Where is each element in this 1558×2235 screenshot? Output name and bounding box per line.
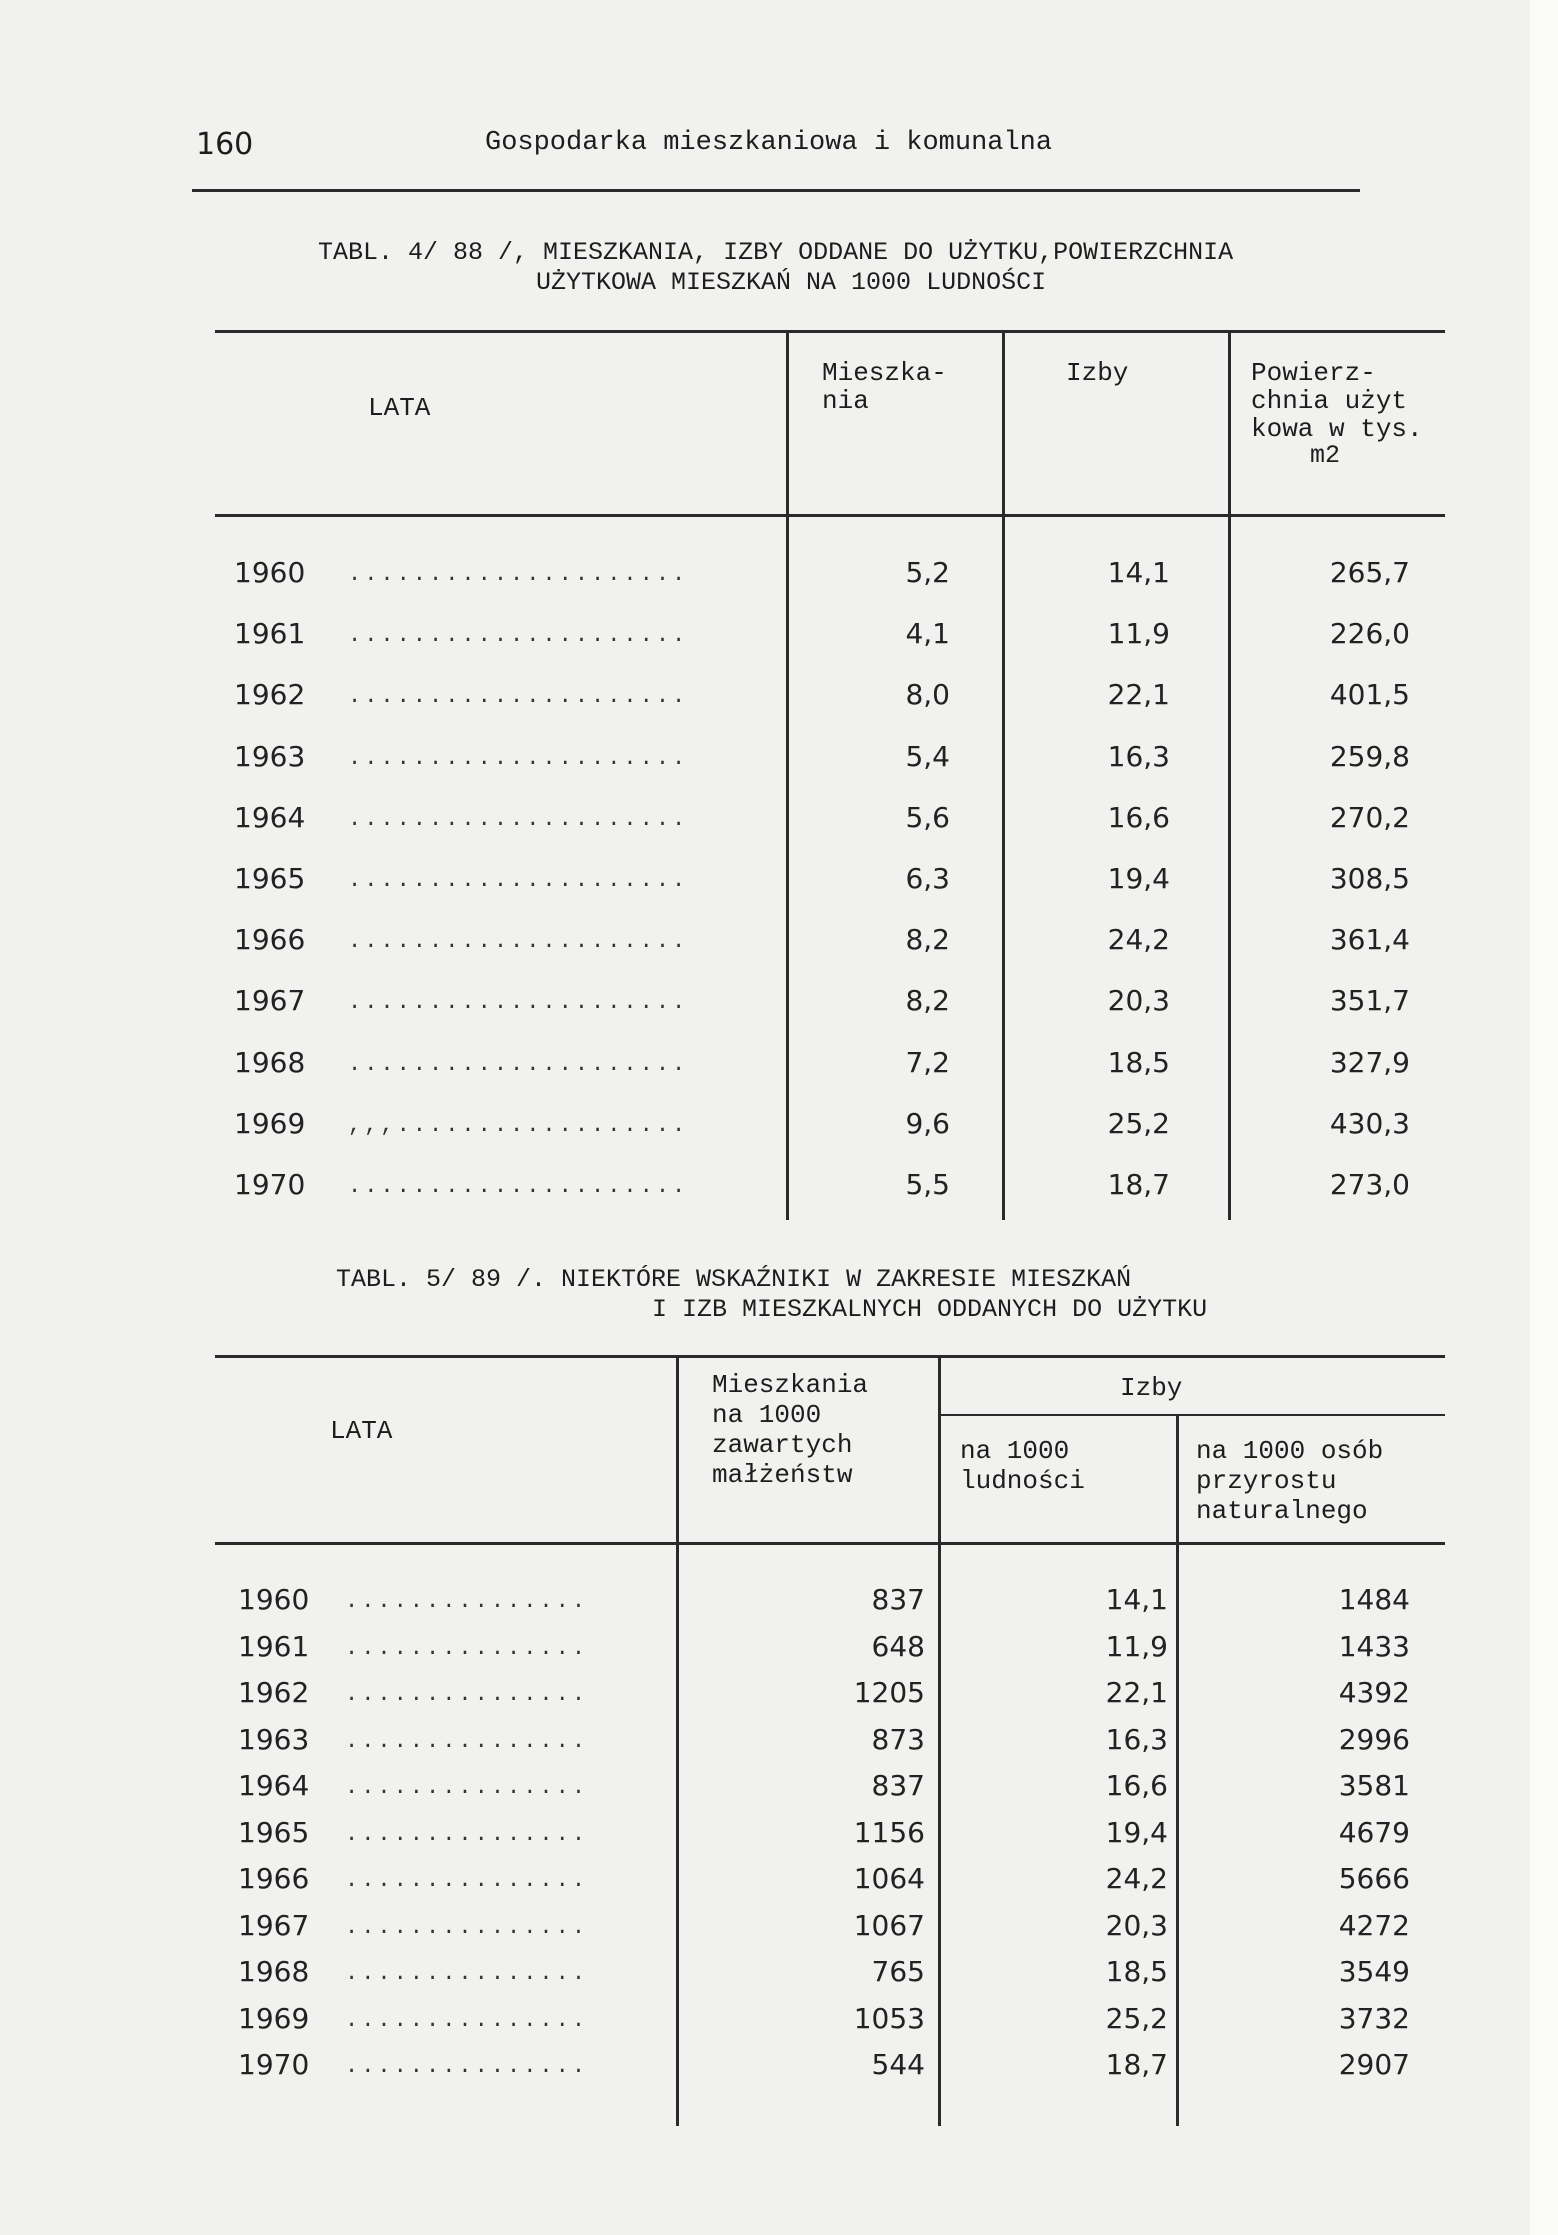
table4-divider-1 [786, 331, 789, 1220]
table5-year: 1964 [238, 1769, 310, 1802]
table5-year: 1962 [238, 1676, 310, 1709]
table5-year: 1967 [238, 1908, 310, 1942]
page-edge [1530, 0, 1558, 2235]
table5-leader-dots: ............... [345, 1961, 589, 1986]
table4-mieszkania-value: 5,4 [905, 739, 950, 773]
table5-ludnosci-value: 24,2 [1105, 1862, 1168, 1895]
table5-mieszkania-value: 837 [871, 1769, 925, 1802]
table4-izby-value: 18,5 [1107, 1045, 1170, 1079]
table5-osob-value: 4392 [1338, 1676, 1410, 1709]
header-rule [192, 189, 1360, 192]
table4-mieszkania-value: 7,2 [905, 1045, 950, 1079]
table4-leader-dots: ..................... [348, 929, 689, 955]
table5-leader-dots: ............... [345, 1914, 589, 1940]
table5-header-mieszkania-1: Mieszkania [712, 1370, 869, 1400]
table4-powierzchnia-value: 351,7 [1329, 984, 1410, 1018]
table4-leader-dots: ..................... [348, 990, 689, 1016]
table4-header-powierzchnia-1: Powierz- [1251, 358, 1376, 388]
table5-mieszkania-value: 1064 [853, 1862, 925, 1895]
table4-izby-value: 24,2 [1107, 923, 1170, 957]
table4-mieszkania-value: 5,5 [905, 1168, 950, 1201]
table4-year: 1960 [234, 556, 306, 589]
table5-osob-value: 3549 [1338, 1955, 1410, 1988]
page-number: 160 [196, 127, 254, 162]
table4-powierzchnia-value: 259,8 [1329, 739, 1410, 773]
table4-year: 1969 [234, 1106, 306, 1140]
table4-divider-2 [1002, 331, 1005, 1220]
table5-osob-value: 4679 [1338, 1815, 1410, 1849]
table4-leader-dots: ..................... [348, 745, 689, 771]
table5-divider-3 [1176, 1416, 1179, 2126]
table4-caption-line2: UŻYTKOWA MIESZKAŃ NA 1000 LUDNOŚCI [536, 268, 1047, 297]
table4-header-izby: Izby [1066, 358, 1129, 388]
table4-mieszkania-value: 5,2 [905, 556, 950, 589]
table4-leader-dots: ..................... [348, 623, 689, 649]
table4-header-powierzchnia-3: kowa w tys. [1251, 414, 1423, 444]
table5-header-mieszkania-2: na 1000 [712, 1400, 822, 1430]
table4-izby-value: 25,2 [1107, 1106, 1170, 1140]
table4-powierzchnia-value: 226,0 [1329, 617, 1410, 651]
table5-year: 1960 [238, 1583, 310, 1616]
table4-caption-line1: TABL. 4/ 88 /, MIESZKANIA, IZBY ODDANE DO UŻYTKU,POWIERZCHNIA [318, 238, 1234, 267]
table5-leader-dots: ............... [345, 1682, 589, 1707]
table4-year: 1965 [234, 862, 306, 895]
table5-mieszkania-value: 837 [871, 1583, 925, 1616]
table4-mieszkania-value: 8,2 [905, 984, 950, 1018]
table4-divider-3 [1228, 331, 1231, 1220]
table5-osob-value: 2996 [1338, 1722, 1410, 1756]
table4-header-powierzchnia-4: m2 [1310, 441, 1341, 470]
table4-top-rule [215, 330, 1445, 333]
table5-leader-dots: ............... [345, 2007, 589, 2033]
table4-izby-value: 16,6 [1107, 800, 1170, 834]
table5-ludnosci-value: 14,1 [1105, 1583, 1168, 1616]
table5-header-mieszkania-3: zawartych [712, 1430, 853, 1460]
table4-powierzchnia-value: 430,3 [1329, 1106, 1410, 1140]
table4-mieszkania-value: 5,6 [905, 800, 950, 834]
table5-top-rule [215, 1355, 1445, 1358]
table5-mieszkania-value: 873 [871, 1722, 925, 1756]
table5-mieszkania-value: 1156 [853, 1815, 925, 1849]
table5-leader-dots: ............... [345, 1635, 589, 1661]
table4-izby-value: 22,1 [1107, 678, 1170, 712]
table4-leader-dots: ..................... [348, 1051, 689, 1077]
table5-ludnosci-value: 18,5 [1105, 1955, 1168, 1988]
table4-izby-value: 20,3 [1107, 984, 1170, 1018]
table5-ludnosci-value: 16,6 [1105, 1769, 1168, 1802]
table5-mieszkania-value: 544 [871, 2048, 925, 2081]
table5-osob-value: 3732 [1338, 2001, 1410, 2035]
table5-ludnosci-value: 20,3 [1105, 1908, 1168, 1942]
table4-year: 1964 [234, 800, 306, 834]
table5-year: 1966 [238, 1862, 310, 1895]
table5-year: 1968 [238, 1955, 310, 1988]
table4-powierzchnia-value: 327,9 [1329, 1045, 1410, 1079]
table4-leader-dots: ..................... [348, 806, 689, 832]
table5-mieszkania-value: 765 [871, 1955, 925, 1988]
running-head: Gospodarka mieszkaniowa i komunalna [485, 128, 1053, 158]
table4-mieszkania-value: 6,3 [905, 862, 950, 895]
table4-year: 1967 [234, 984, 306, 1018]
table4-powierzchnia-value: 270,2 [1329, 800, 1410, 834]
table4-mieszkania-value: 8,0 [905, 678, 950, 712]
table5-osob-value: 1433 [1338, 1629, 1410, 1663]
table4-izby-value: 16,3 [1107, 739, 1170, 773]
table4-izby-value: 18,7 [1107, 1168, 1170, 1201]
table5-caption-line2: I IZB MIESZKALNYCH ODDANYCH DO UŻYTKU [652, 1295, 1208, 1324]
table4-mieszkania-value: 9,6 [905, 1106, 950, 1140]
table5-leader-dots: ............... [345, 1868, 589, 1893]
table4-year: 1963 [234, 739, 306, 773]
table4-year: 1970 [234, 1168, 306, 1201]
table4-powierzchnia-value: 308,5 [1329, 862, 1410, 895]
table5-ludnosci-value: 19,4 [1105, 1815, 1168, 1849]
table5-ludnosci-value: 22,1 [1105, 1676, 1168, 1709]
table5-ludnosci-value: 16,3 [1105, 1722, 1168, 1756]
table5-year: 1963 [238, 1722, 310, 1756]
table5-divider-1 [676, 1356, 679, 2126]
table4-leader-dots: ..................... [348, 1174, 689, 1199]
table5-header-lata: LATA [330, 1416, 393, 1446]
table5-header-osob-1: na 1000 osób [1196, 1436, 1384, 1466]
table5-year: 1965 [238, 1815, 310, 1849]
table5-osob-value: 5666 [1338, 1862, 1410, 1895]
table4-leader-dots: ..................... [348, 868, 689, 893]
table4-powierzchnia-value: 361,4 [1329, 923, 1410, 957]
table5-ludnosci-value: 11,9 [1105, 1629, 1168, 1663]
table5-year: 1961 [238, 1629, 310, 1663]
table5-caption-line1: TABL. 5/ 89 /. NIEKTÓRE WSKAŹNIKI W ZAKRESIE MIESZKAŃ [336, 1265, 1132, 1294]
table5-ludnosci-value: 18,7 [1105, 2048, 1168, 2081]
table4-year: 1961 [234, 617, 306, 651]
table4-header-lata: LATA [368, 393, 431, 423]
table5-leader-dots: ............... [345, 2054, 589, 2079]
table4-mieszkania-value: 4,1 [905, 617, 950, 651]
table5-osob-value: 3581 [1338, 1769, 1410, 1802]
table4-leader-dots: ..................... [348, 684, 689, 710]
table4-leader-dots: ,,,.................. [348, 1112, 689, 1138]
table5-header-izby: Izby [1120, 1373, 1183, 1403]
table5-header-osob-2: przyrostu [1196, 1466, 1337, 1496]
table5-year: 1969 [238, 2001, 310, 2035]
table5-osob-value: 2907 [1338, 2048, 1410, 2081]
table5-header-mieszkania-4: małżeństw [712, 1460, 853, 1490]
table5-osob-value: 1484 [1338, 1583, 1410, 1616]
table4-izby-value: 14,1 [1107, 556, 1170, 589]
table5-leader-dots: ............... [345, 1821, 589, 1847]
table4-powierzchnia-value: 401,5 [1329, 678, 1410, 712]
table5-header-ludnosci-2: ludności [960, 1466, 1085, 1496]
table4-izby-value: 19,4 [1107, 862, 1170, 895]
table4-izby-value: 11,9 [1107, 617, 1170, 651]
table4-powierzchnia-value: 273,0 [1329, 1168, 1410, 1201]
table5-header-osob-3: naturalnego [1196, 1496, 1368, 1526]
table5-mieszkania-value: 1205 [853, 1676, 925, 1709]
table4-year: 1962 [234, 678, 306, 712]
table5-mieszkania-value: 1067 [853, 1908, 925, 1942]
table5-leader-dots: ............... [345, 1775, 589, 1800]
table4-mieszkania-value: 8,2 [905, 923, 950, 957]
table4-header-mieszkania-1: Mieszka- [822, 358, 947, 388]
table5-year: 1970 [238, 2048, 310, 2081]
table5-izby-rule [938, 1414, 1445, 1416]
table4-year: 1966 [234, 923, 306, 957]
table4-header-mieszkania-2: nia [822, 386, 869, 416]
table5-header-rule [215, 1542, 1445, 1545]
table5-header-ludnosci-1: na 1000 [960, 1436, 1070, 1466]
table4-header-powierzchnia-2: chnia użyt [1251, 386, 1408, 416]
table5-leader-dots: ............... [345, 1728, 589, 1754]
table5-mieszkania-value: 648 [871, 1629, 925, 1663]
table5-leader-dots: ............... [345, 1589, 589, 1614]
table4-powierzchnia-value: 265,7 [1329, 556, 1410, 589]
table5-ludnosci-value: 25,2 [1105, 2001, 1168, 2035]
table4-header-rule [215, 514, 1445, 517]
table5-divider-2 [938, 1356, 941, 2126]
table5-osob-value: 4272 [1338, 1908, 1410, 1942]
table4-year: 1968 [234, 1045, 306, 1079]
table4-leader-dots: ..................... [348, 562, 689, 587]
table5-mieszkania-value: 1053 [853, 2001, 925, 2035]
